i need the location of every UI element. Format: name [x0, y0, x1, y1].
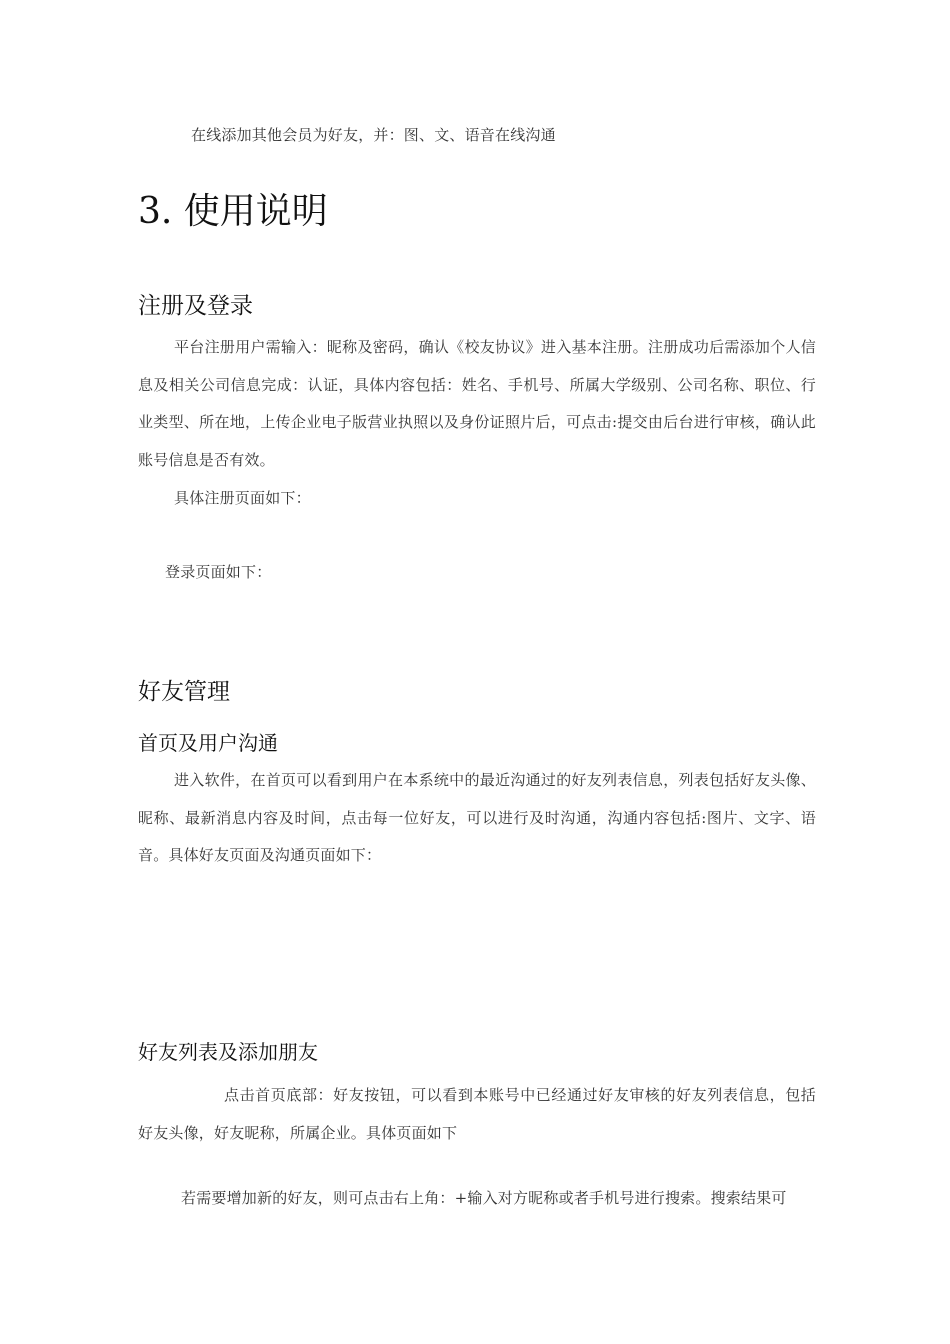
home-heading: 首页及用户沟通 [138, 731, 278, 755]
register-heading: 注册及登录 [138, 293, 253, 319]
intro-line: 在线添加其他会员为好友，并：图、文、语音在线沟通 [191, 126, 556, 144]
friends-heading: 好友管理 [138, 679, 230, 705]
friend-list-heading: 好友列表及添加朋友 [138, 1040, 318, 1064]
login-page-caption: 登录页面如下： [165, 563, 272, 581]
register-paragraph: 平台注册用户需输入：昵称及密码，确认《校友协议》进入基本注册。注册成功后需添加个人信息及相关公司信息完成：认证，具体内容包括：姓名、手机号、所属大学级别、公司名称、职位、行业类型、所在地，上传企业电子版营业执照以及身份证照片后，可点击:提交由后台进行审核，确认此账号信息是否有效。 [138, 338, 816, 469]
section-title: 3. 使用说明 [138, 191, 328, 232]
add-friend-paragraph: 若需要增加新的好友，则可点击右上角：+输入对方昵称或者手机号进行搜索。搜索结果可 [181, 1189, 787, 1207]
friend-list-paragraph: 点击首页底部：好友按钮，可以看到本账号中已经通过好友审核的好友列表信息，包括好友头像，好友昵称，所属企业。具体页面如下 [138, 1086, 816, 1142]
register-page-caption: 具体注册页面如下： [174, 489, 311, 507]
home-paragraph: 进入软件，在首页可以看到用户在本系统中的最近沟通过的好友列表信息，列表包括好友头像、昵称、最新消息内容及时间，点击每一位好友，可以进行及时沟通，沟通内容包括:图片、文字、语音。具体好友页面及沟通页面如下： [138, 771, 816, 864]
